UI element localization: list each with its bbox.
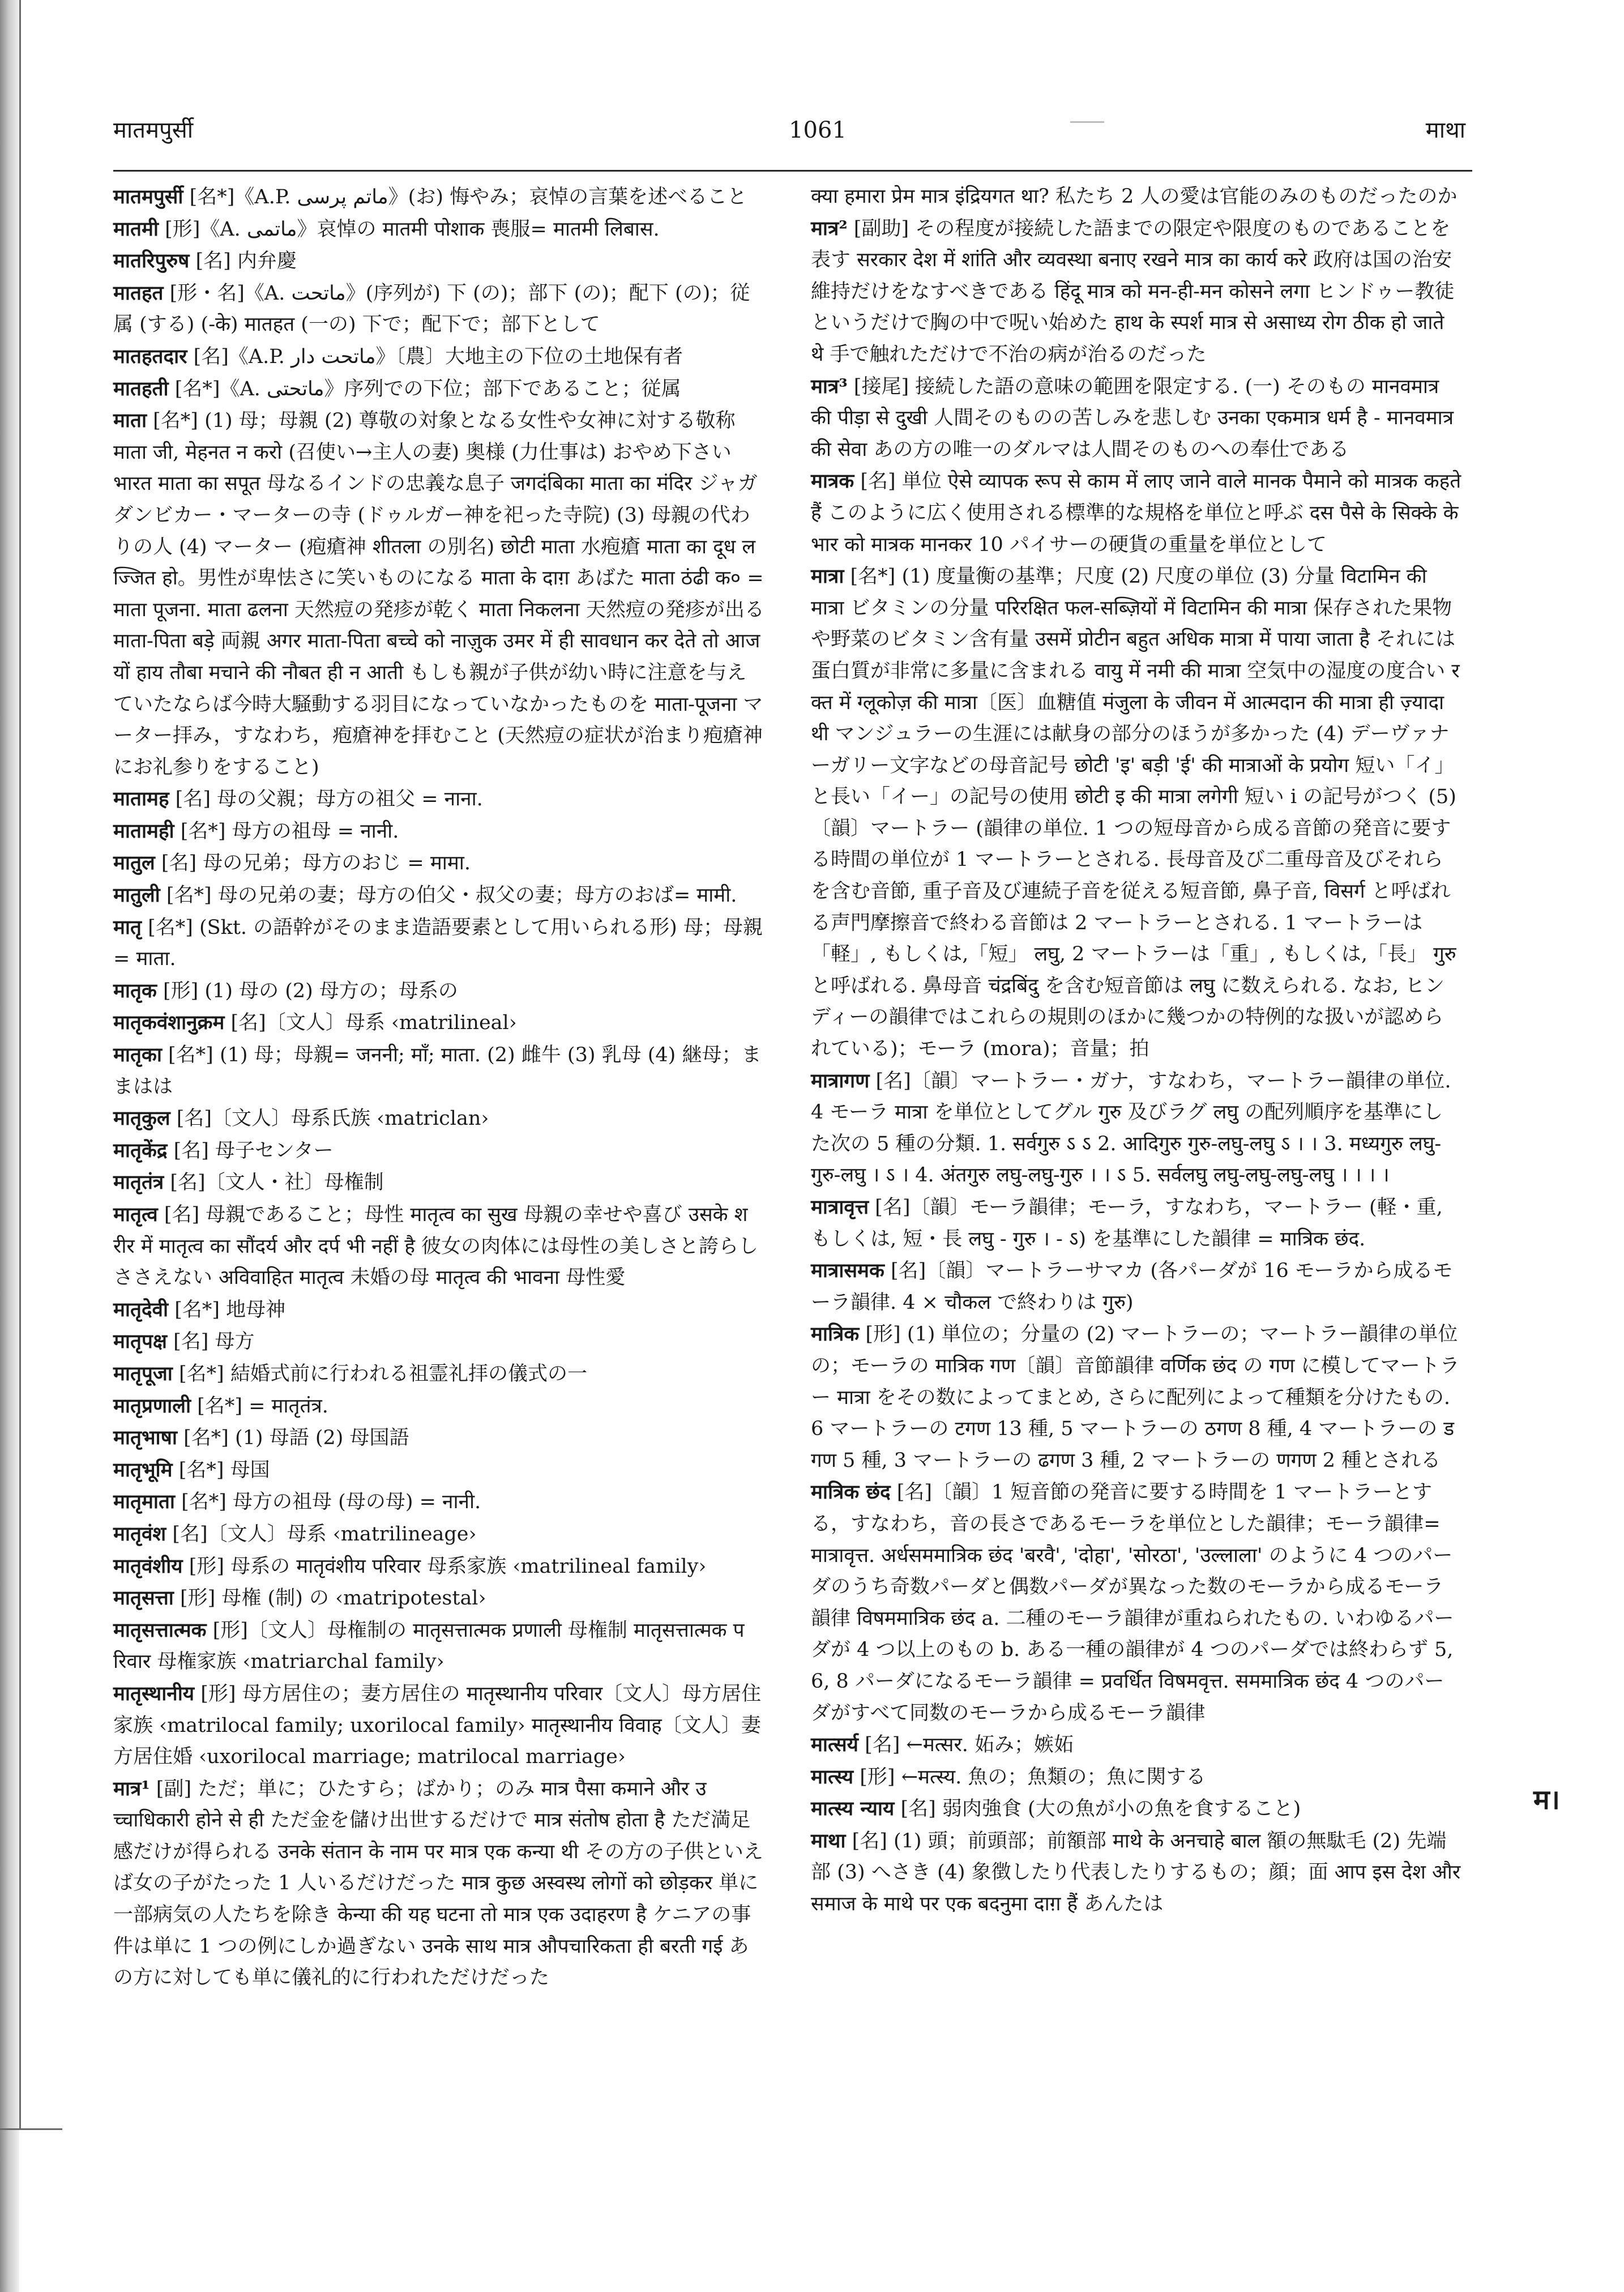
entry-headword: मातृवंशीय bbox=[113, 1554, 183, 1578]
entry-headword: मात्रागण bbox=[811, 1069, 870, 1092]
entry-definition: [名] 弱肉強食 (大の魚が小の魚を食すること) bbox=[900, 1798, 1301, 1821]
dictionary-entry bbox=[113, 1358, 764, 1390]
entry-headword: मातृसत्तात्मक bbox=[113, 1618, 207, 1642]
entry-definition: [名*] (1) 母；母親= जननी; माँ; माता. (2) 雌牛 (3) 乳母 (4) 継母；ままはは bbox=[113, 1044, 762, 1098]
trim-line-horizontal bbox=[0, 2128, 62, 2130]
entry-definition: [形]《A. ماتمی》哀悼の मातमी पोशाक 喪服= मातमी लिबास. bbox=[165, 217, 660, 241]
dictionary-entry bbox=[113, 1773, 764, 1994]
entry-definition: [形] 母権 (制) の ‹matripotestal› bbox=[180, 1587, 486, 1610]
dictionary-entry bbox=[113, 245, 764, 278]
entry-definition: [名]〔文人〕母系 ‹matrilineage› bbox=[172, 1522, 477, 1546]
entry-definition: [名] 母子センター bbox=[173, 1139, 334, 1162]
entry-headword: मातहत bbox=[113, 281, 164, 305]
entry-definition: [名]〔文人〕母系氏族 ‹matriclan› bbox=[176, 1107, 489, 1130]
entry-headword: मातहती bbox=[113, 377, 169, 400]
entry-definition: [名*] 母方の祖母 (母の母) = नानी. bbox=[181, 1491, 481, 1514]
dictionary-entry bbox=[113, 1678, 764, 1773]
dictionary-entry bbox=[113, 975, 764, 1008]
dictionary-entry bbox=[113, 373, 764, 406]
entry-headword: मातमी bbox=[113, 217, 159, 241]
dictionary-entry bbox=[811, 1318, 1462, 1476]
entry-definition: [形] 母系の मातृवंशीय परिवार 母系家族 ‹matrilineal family› bbox=[189, 1555, 707, 1578]
dictionary-entry bbox=[113, 912, 764, 975]
dictionary-entry bbox=[113, 1199, 764, 1294]
entry-headword: मातमपुर्सी bbox=[113, 185, 183, 208]
dictionary-entry bbox=[113, 405, 764, 783]
entry-headword: मातृपूजा bbox=[113, 1361, 173, 1385]
entry-headword: मातृकुल bbox=[113, 1107, 170, 1130]
entry-headword: मातृस्थानीय bbox=[113, 1681, 195, 1705]
entry-headword: मातरिपुरुष bbox=[113, 249, 190, 273]
entry-definition: [名] 母方 bbox=[173, 1330, 255, 1354]
entry-headword: मातृतंत्र bbox=[113, 1171, 164, 1194]
entry-headword: मात्रासमक bbox=[811, 1259, 884, 1283]
entry-definition: [名] (1) 頭；前頭部；前額部 माथे के अनचाहे बाल 額の無駄毛 (2) 先端部 (3) へさき (4) 象徴したり代表したりするもの；顔；面 आप इस देश और समाज के माथे पर एक बदनुमा दाग़ हैं あんたは bbox=[811, 1829, 1461, 1916]
entry-headword: माता bbox=[113, 409, 147, 433]
entry-headword: मात्र² bbox=[811, 216, 848, 240]
entry-headword: मात्सर्य bbox=[811, 1733, 858, 1757]
right-column bbox=[811, 181, 1462, 1920]
dictionary-entry bbox=[811, 213, 1462, 371]
entry-definition: [形・名]《A. ماتحت》(序列が) 下 (の)；部下 (の)；配下 (の)；従属 (する) (-के) मातहत (一の) 下で；配下で；部下として bbox=[113, 281, 750, 336]
entry-definition: क्या हमारा प्रेम मात्र इंद्रियगत था? 私たち 2 人の愛は官能のみのものだったのか bbox=[811, 185, 1458, 208]
entry-definition: [名*] 母の兄弟の妻；母方の伯父・叔父の妻；母方のおば= मामी. bbox=[166, 884, 737, 907]
entry-headword: मातृक bbox=[113, 979, 157, 1002]
dictionary-entry bbox=[811, 1192, 1462, 1255]
entry-definition: [名*] (1) 度量衡の基準；尺度 (2) 尺度の単位 (3) 分量 विटामिन की मात्रा ビタミンの分量 परिरक्षित फल-सब्ज़ियों में विटामिन की मात्रा 保存された果物や野菜のビタミン含有量 उसमें प्रोटीन बहुत अधिक मात्रा में पाया जाता है それには蛋白質が非常に多量に含まれる वायु में नमी की मात्रा 空気中の湿度の度合い रक्त में ग्लूकोज़ की मात्रा〔医〕血糖值 मंजुला के जीवन में आत्मदान की मात्रा ही ज़्यादा थी マンジュラーの生涯には献身の部分のほうが多かった (4) デーヴァナーガリー文字などの母音記号 छोटी 'इ' बड़ी 'ई' की मात्राओं के प्रयोग 短い「イ」と長い「イー」の記号の使用 छोटी इ की मात्रा लगेगी 短い i の記号がつく (5)〔韻〕マートラー (韻律の単位. 1 つの短母音から成る音節の発音に要する時間の単位が 1 マートラーとされる. 長母音及び二重母音及びそれらを含む音節, 重子音及び連続子音を従える短音節, 鼻子音, विसर्ग と呼ばれる声門摩擦音で終わる音節は 2 マートラーとされる. 1 マートラーは「軽」, もしくは,「短」 लघु, 2 マートラーは「重」, もしくは,「長」 गुरु と呼ばれる. 鼻母音 चंद्रबिंदु を含む短音節は लघु に数えられる. なお, ヒンディーの韻律ではこれらの規則のほかに幾つかの特例的な扱いが認められている)；モーラ (mora)；音量；拍 bbox=[811, 565, 1460, 1061]
entry-definition: [名] 母親であること；母性 मातृत्व का सुख 母親の幸せや喜び उसके शरीर में मातृत्व का सौंदर्य और दर्प भी नहीं है 彼女の肉体には母性の美しさと誇らしささえない अविवाहित मातृत्व 未婚の母 मातृत्व की भावना 母性愛 bbox=[113, 1203, 759, 1290]
dictionary-entry bbox=[113, 1615, 764, 1678]
dictionary-entry bbox=[113, 783, 764, 816]
entry-definition: [副助] その程度が接続した語までの限定や限度のものであることを表す सरकार देश में शांति और व्यवस्था बनाए रखने मात्र का कार्य करे 政府は国の治安維持だけをなすべきである हिंदू मात्र को मन-ही-मन कोसने लगा ヒンドゥー教徒というだけで胸の中で呪い始めた हाथ के स्पर्श मात्र से असाध्य रोग ठीक हो जाते थे 手で触れただけで不治の病が治るのだった bbox=[811, 217, 1455, 366]
dictionary-entry bbox=[811, 1729, 1462, 1761]
entry-headword: मात्रिक bbox=[811, 1322, 860, 1346]
entry-definition: [形] (1) 母の (2) 母方の；母系の bbox=[163, 979, 458, 1002]
entry-headword: मात्र¹ bbox=[113, 1777, 150, 1800]
entry-definition: [名] 母の兄弟；母方のおじ = मामा. bbox=[161, 852, 471, 875]
entry-definition: [名*] 結婚式前に行われる祖霊礼拝の儀式の一 bbox=[179, 1362, 587, 1385]
entry-headword: मात्र³ bbox=[811, 374, 848, 398]
entry-headword: मात्रा bbox=[811, 565, 844, 588]
dictionary-entry bbox=[113, 278, 764, 341]
entry-headword: मातृका bbox=[113, 1043, 162, 1067]
entry-definition: [副] ただ；単に；ひたすら；ばかり；のみ मात्र पैसा कमाने और उच्चाधिकारी होने से ही ただ金を儲け出世するだけで मात्र संतोष होता है ただ満足感だけが得られる उनके संतान के नाम पर मात्र एक कन्या थी その方の子供といえば女の子がたった 1 人いるだけだった मात्र कुछ अस्वस्थ लोगों को छोड़कर 単に一部病気の人たちを除き केन्या की यह घटना तो मात्र एक उदाहरण है ケニアの事件は単に 1 つの例にしか過ぎない उनके साथ मात्र औपचारिकता ही बरती गई あの方に対しても単に儀礼的に行われただけだった bbox=[113, 1777, 763, 1990]
entry-headword: मातुली bbox=[113, 883, 160, 907]
entry-definition: [名]〔韻〕1 短音節の発音に要する時間を 1 マートラーとする，すなわち，音の長さであるモーラを単位とした韻律；モーラ韻律= मात्रावृत्त. अर्धसममात्रिक छंद 'बरवै', 'दोहा', 'सोरठा', 'उल्लाला' のように 4 つのパーダのうち奇数パーダと偶数パーダが異なった数のモーラから成るモーラ韻律 विषममात्रिक छंद a. 二種のモーラ韻律が重ねられたもの. いわゆるパーダが 4 つ以上のもの b. ある一種の韻律が 4 つのパーダでは終わらず 5, 6, 8 パーダになるモーラ韻律 = प्रवर्धित विषमवृत्त. सममात्रिक छंद 4 つのパーダがすべて同数のモーラから成るモーラ韻律 bbox=[811, 1481, 1454, 1725]
entry-definition: [名*] (1) 母語 (2) 母国語 bbox=[183, 1427, 409, 1450]
entry-headword: मात्रक bbox=[811, 470, 854, 493]
entry-definition: [名]〔文人・社〕母権制 bbox=[170, 1171, 384, 1194]
entry-definition: [形] 母方居住の；妻方居住の मातृस्थानीय परिवार〔文人〕母方居住家族 ‹matrilocal family; uxorilocal family› मातृस्थानीय विवाह〔文人〕妻方居住婚 ‹uxorilocal marriage; matrilocal marriage› bbox=[113, 1682, 762, 1769]
entry-headword: मातृकेंद्र bbox=[113, 1138, 168, 1162]
entry-definition: [名]《A.P. ماتحت دار》〔農〕大地主の下位の土地保有者 bbox=[193, 345, 683, 368]
entry-headword: मातहतदार bbox=[113, 344, 187, 368]
entry-definition: [名*] 母国 bbox=[178, 1458, 270, 1482]
dictionary-entry bbox=[811, 1825, 1462, 1920]
entry-headword: मातुल bbox=[113, 851, 155, 875]
guide-word-left: मातमपुर्सी bbox=[113, 117, 194, 143]
scan-mark bbox=[1070, 121, 1104, 123]
entry-definition: [名]〔文人〕母系 ‹matrilineal› bbox=[230, 1011, 517, 1035]
dictionary-entry bbox=[113, 880, 764, 912]
entry-headword: मातृमाता bbox=[113, 1490, 175, 1514]
entry-headword: मातामह bbox=[113, 787, 169, 811]
entry-headword: मातृभाषा bbox=[113, 1426, 177, 1450]
dictionary-entry bbox=[811, 1761, 1462, 1794]
entry-definition: [名] 母の父親；母方の祖父 = नाना. bbox=[175, 788, 483, 811]
dictionary-entry bbox=[113, 847, 764, 880]
entry-definition: [名]〔韻〕モーラ韻律；モーラ，すなわち，マートラー (軽・重, もしくは, 短・長 लघु - गुरु । - ऽ) を基準にした韻律 = मात्रिक छंद. bbox=[811, 1196, 1443, 1250]
entry-headword: मातृसत्ता bbox=[113, 1586, 174, 1610]
dictionary-entry bbox=[113, 341, 764, 373]
dictionary-entry bbox=[811, 181, 1462, 213]
entry-headword: मातृ bbox=[113, 915, 142, 939]
entry-definition: [名*] = मातृतंत्र. bbox=[197, 1394, 328, 1418]
dictionary-entry bbox=[113, 1167, 764, 1199]
entry-headword: माथा bbox=[811, 1829, 846, 1853]
dictionary-entry bbox=[113, 1326, 764, 1358]
entry-headword: मात्रिक छंद bbox=[811, 1480, 891, 1504]
dictionary-entry bbox=[811, 466, 1462, 561]
dictionary-entry bbox=[113, 1551, 764, 1583]
dictionary-entry bbox=[811, 371, 1462, 466]
entry-definition: [名] 単位 ऐसे व्यापक रूप से काम में लाए जाने वाले मानक पैमाने को मात्रक कहते हैं このように広く使用される標準的な規格を単位と呼ぶ दस पैसे के सिक्के के भार को मात्रक मानकर 10 パイサーの硬貨の重量を単位として bbox=[811, 470, 1461, 556]
entry-headword: मातृपक्ष bbox=[113, 1330, 167, 1354]
left-column bbox=[113, 181, 764, 1994]
page-number: 1061 bbox=[789, 117, 847, 143]
dictionary-entry bbox=[113, 1294, 764, 1326]
dictionary-entry bbox=[113, 1390, 764, 1423]
dictionary-entry bbox=[113, 214, 764, 246]
dictionary-entry bbox=[113, 1103, 764, 1135]
scan-edge-shadow bbox=[0, 0, 19, 2292]
entry-headword: मात्रावृत्त bbox=[811, 1196, 869, 1219]
dictionary-entry bbox=[811, 1793, 1462, 1825]
entry-headword: मातृप्रणाली bbox=[113, 1394, 191, 1418]
dictionary-entry bbox=[113, 1518, 764, 1551]
entry-definition: [形] ←मत्स्य. 魚の；魚類の；魚に関する bbox=[860, 1765, 1206, 1789]
trim-line-vertical bbox=[19, 0, 21, 2129]
dictionary-entry bbox=[811, 1065, 1462, 1192]
dictionary-entry bbox=[113, 1135, 764, 1167]
entry-headword: मातृवंश bbox=[113, 1522, 166, 1546]
thumb-index: म। bbox=[1533, 1784, 1560, 1816]
entry-definition: [名] ←मत्सर. 妬み；嫉妬 bbox=[865, 1734, 1074, 1757]
entry-definition: [形]〔文人〕母権制の मातृसत्तात्मक प्रणाली 母権制 मातृसत्तात्मक परिवार 母権家族 ‹matriarchal family› bbox=[113, 1619, 745, 1674]
entry-definition: [名]〔韻〕マートラー・ガナ，すなわち，マートラー韻律の単位. 4 モーラ मात्रा を単位としてグル गुरु 及びラグ लघु の配列順序を基準にした次の 5 種の分類. 1. सर्वगुरु ऽ ऽ 2. आदिगुरु गुरु-लघु-लघु ऽ । । 3. मध्यगुरु लघु-गुरु-लघु । ऽ । 4. अंतगुरु लघु-लघु-गुरु । । ऽ 5. सर्वलघु लघु-लघु-लघु-लघु । । । । bbox=[811, 1069, 1451, 1187]
dictionary-entry bbox=[113, 1007, 764, 1039]
entry-definition: [接尾] 接続した語の意味の範囲を限定する. (一) そのもの मानवमात्र की पीड़ा से दुखी 人間そのものの苦しみを悲しむ उनका एकमात्र धर्म है - मानवमात्र की सेवा あの方の唯一のダルマは人間そのものへの奉仕である bbox=[811, 375, 1454, 461]
dictionary-entry bbox=[811, 1476, 1462, 1729]
entry-definition: [名*]《A.P. ماتم پرسی》(お) 悔やみ；哀悼の言葉を述べること bbox=[189, 186, 747, 208]
dictionary-entry bbox=[113, 1039, 764, 1103]
dictionary-entry bbox=[113, 181, 764, 214]
entry-definition: [名*]《A. ماتحتی》序列での下位；部下であること；従属 bbox=[174, 377, 681, 400]
dictionary-entry bbox=[113, 816, 764, 848]
entry-headword: मातृकवंशानुक्रम bbox=[113, 1011, 225, 1035]
entry-definition: [形] (1) 単位の；分量の (2) マートラーの；マートラー韻律の単位の；モーラの मात्रिक गण〔韻〕音節韻律 वर्णिक छंद の गण に模してマートラー मात्रा をその数によってまとめ, さらに配列によって種類を分けたもの. 6 マートラーの टगण 13 種, 5 マートラーの ठगण 8 種, 4 マートラーの डगण 5 種, 3 マートラーの ढगण 3 種, 2 マートラーの णगण 2 種とされる bbox=[811, 1323, 1460, 1472]
dictionary-entry bbox=[113, 1486, 764, 1518]
guide-word-right: माथा bbox=[1425, 117, 1465, 143]
dictionary-entry bbox=[113, 1422, 764, 1454]
dictionary-entry bbox=[811, 561, 1462, 1065]
entry-definition: [名*] (1) 母；母親 (2) 尊敬の対象となる女性や女神に対する敬称 माता जी, मेहनत न करो (召使い→主人の妻) 奥様 (力仕事は) おやめ下さい भारत माता का सपूत 母なるインドの忠義な息子 जगदंबिका माता का मंदिर ジャガダンビカー・マーターの寺 (ドゥルガー神を祀った寺院) (3) 母親の代わりの人 (4) マーター (疱瘡神 शीतला の別名) छोटी माता 水疱瘡 माता का दूध लज्जित हो。男性が卑怯さに笑いものになる माता के दाग़ あばた माता ठंढी क० = माता पूजना. माता ढलना 天然痘の発疹が乾く माता निकलना 天然痘の発疹が出る माता-पिता बड़े 両親 अगर माता-पिता बच्चे को नाज़ुक उमर में ही सावधान कर देते तो आज यों हाय तौबा मचाने की नौबत ही न आती もしも親が子供が幼い時に注意を与えていたならば今時大騒動する羽目になっていなかったものを माता-पूजना マーター拝み，すなわち，疱瘡神を拝むこと (天然痘の症状が治まり疱瘡神にお礼参りをすること) bbox=[113, 409, 764, 779]
entry-definition: [名]〔韻〕マートラーサマカ (各パーダが 16 モーラから成るモーラ韻律. 4 × चौकल で終わりは गुरु) bbox=[811, 1260, 1453, 1314]
entry-headword: मातृत्व bbox=[113, 1203, 158, 1226]
entry-definition: [名*] 地母神 bbox=[174, 1298, 286, 1321]
dictionary-entry bbox=[113, 1454, 764, 1487]
entry-headword: मात्स्य न्याय bbox=[811, 1797, 895, 1821]
entry-headword: मातामही bbox=[113, 819, 174, 843]
entry-definition: [名*] 母方の祖母 = नानी. bbox=[180, 820, 399, 843]
header-rule bbox=[113, 170, 1472, 172]
entry-headword: मातृभूमि bbox=[113, 1458, 173, 1482]
dictionary-entry bbox=[113, 1582, 764, 1615]
entry-definition: [名*] (Skt. の語幹がそのまま造語要素として用いられる形) 母；母親 = माता. bbox=[113, 916, 763, 971]
dictionary-entry bbox=[811, 1255, 1462, 1318]
entry-definition: [名] 内弁慶 bbox=[195, 250, 297, 273]
entry-headword: मातृदेवी bbox=[113, 1297, 169, 1321]
entry-headword: मात्स्य bbox=[811, 1765, 854, 1789]
